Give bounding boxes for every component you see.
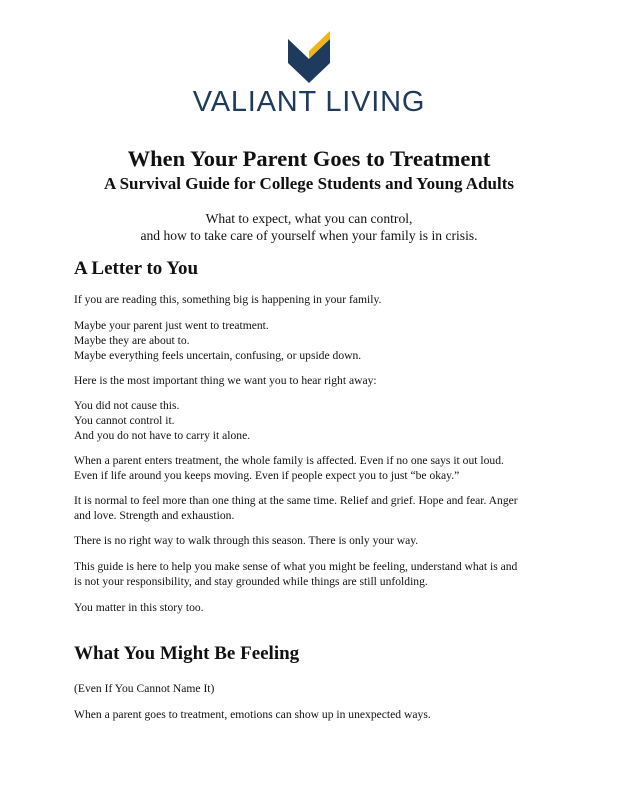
- paragraph: [74, 559, 554, 589]
- valiant-living-chevron-logo-icon: [288, 31, 330, 83]
- text-line: (Even If You Cannot Name It): [74, 682, 215, 695]
- logo: [0, 31, 618, 83]
- text-line: Maybe they are about to.: [74, 334, 190, 348]
- text-line: Here is the most important thing we want you to hear right away:: [74, 374, 377, 387]
- paragraph: [74, 318, 554, 364]
- paragraph: [74, 292, 554, 307]
- paragraph: [74, 681, 554, 696]
- paragraph: [74, 398, 554, 444]
- text-line: It is normal to feel more than one thing at the same time. Relief and grief. Hope and fear. Anger: [74, 494, 518, 507]
- text-line: This guide is here to help you make sense of what you might be feeling, understand what is and: [74, 560, 518, 573]
- document-title: When Your Parent Goes to Treatment: [127, 146, 491, 171]
- paragraph: [74, 600, 554, 615]
- paragraph: [74, 533, 554, 548]
- text-line: Maybe everything feels uncertain, confusing, or upside down.: [74, 349, 362, 363]
- paragraph: [74, 707, 554, 722]
- text-line: When a parent enters treatment, the whole family is affected. Even if no one says it out loud.: [74, 454, 504, 467]
- document-subtitle: A Survival Guide for College Students and Young Adults: [104, 174, 514, 193]
- text-line: If you are reading this, something big is happening in your family.: [74, 293, 382, 306]
- text-line: You cannot control it.: [74, 414, 175, 428]
- text-line: You did not cause this.: [74, 399, 180, 412]
- intro-text: [0, 210, 618, 244]
- text-line: You matter in this story too.: [74, 601, 204, 614]
- text-line: When a parent goes to treatment, emotions can show up in unexpected ways.: [74, 708, 431, 721]
- text-line: and love. Strength and exhaustion.: [74, 509, 235, 523]
- text-line: Maybe your parent just went to treatment.: [74, 319, 269, 332]
- text-line: Even if life around you keeps moving. Even if people expect you to just “be okay.”: [74, 469, 460, 483]
- section-heading: What You Might Be Feeling: [74, 643, 300, 664]
- text-line: There is no right way to walk through this season. There is only your way.: [74, 534, 419, 547]
- text-line: And you do not have to carry it alone.: [74, 429, 251, 443]
- section-heading: A Letter to You: [74, 258, 199, 279]
- intro-line: and how to take care of yourself when your family is in crisis.: [140, 228, 478, 243]
- paragraph: [74, 493, 554, 523]
- text-line: is not your responsibility, and stay grounded while things are still unfolding.: [74, 575, 428, 589]
- paragraph: [74, 373, 554, 388]
- paragraph: [74, 453, 554, 483]
- intro-line: What to expect, what you can control,: [205, 211, 413, 226]
- brand-name: VALIANT LIVING: [192, 86, 426, 118]
